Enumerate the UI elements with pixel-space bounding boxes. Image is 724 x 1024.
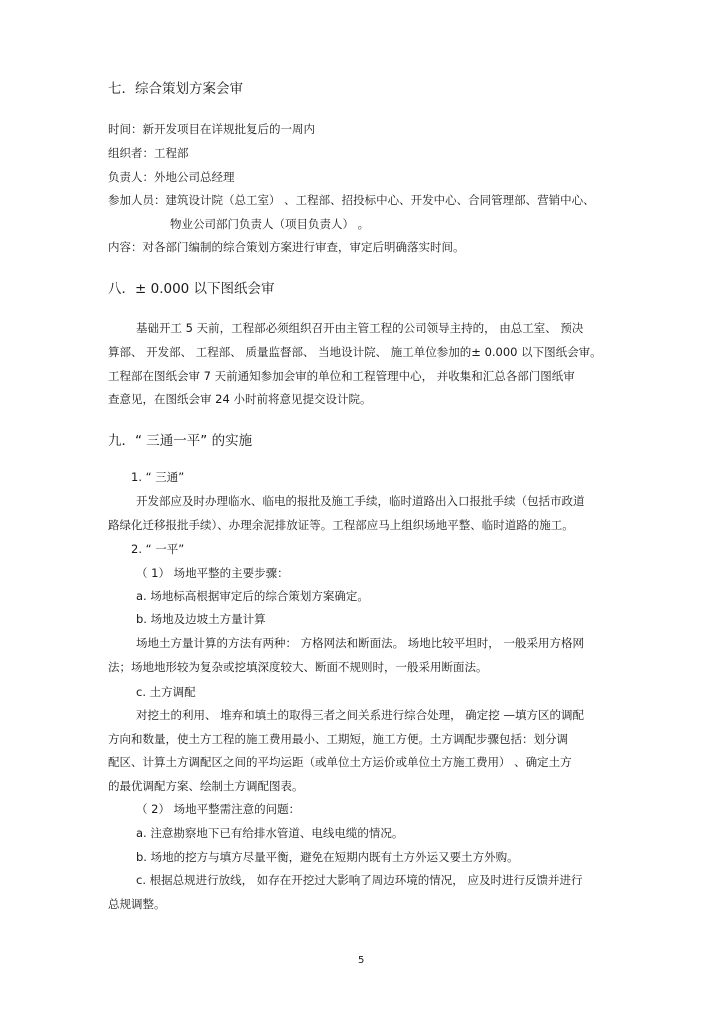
item-2-title: 2. “ 一平” [131,542,185,556]
section-8-para-line-3: 工程部在图纸会审 7 天前通知参加会审的单位和工程管理中心， 并收集和汇总各部门图纸审 [108,369,575,383]
item-1-title: 1. “ 三通” [131,470,185,484]
section-7-time: 时间：新开发项目在详规批复后的一周内 [108,122,315,136]
page-number: 5 [358,955,365,966]
note-c-line-1: c. 根据总规进行放线， 如存在开挖过大影响了周边环境的情况， 应及时进行反馈并进行 [136,873,583,887]
item-1-para-line-2: 路绿化迁移报批手续）、办理余泥排放证等。工程部应马上组织场地平整、临时道路的施工。 [108,518,574,532]
step-c-para-line-4: 的最优调配方案、绘制土方调配图表。 [108,779,304,793]
note-b: b. 场地的挖方与填方尽量平衡，避免在短期内既有土方外运又要土方外购。 [136,850,519,864]
note-a: a. 注意勘察地下已有给排水管道、电线电缆的情况。 [136,826,404,840]
section-9-heading: 九．“ 三通一平” 的实施 [108,433,253,449]
section-7-responsible: 负责人：外地公司总经理 [108,170,235,184]
step-a: a. 场地标高根据审定后的综合策划方案确定。 [136,589,369,603]
item-1-para-line-1: 开发部应及时办理临水、临电的报批及施工手续，临时道路出入口报批手续（包括市政道 [136,494,585,508]
section-7-heading: 七．综合策划方案会审 [108,81,243,97]
step-c-para-line-3: 配区、计算土方调配区之间的平均运距（或单位土方运价或单位土方施工费用） 、确定土方 [108,755,572,769]
section-7-organizer: 组织者：工程部 [108,146,189,160]
section-7-participants-line-2: 物业公司部门负责人（项目负责人） 。 [170,217,370,231]
step-1-title: （ 1） 场地平整的主要步骤： [136,566,289,580]
section-7-content: 内容：对各部门编制的综合策划方案进行审查，审定后明确落实时间。 [108,240,465,254]
note-c-line-2: 总规调整。 [108,897,166,911]
step-c: c. 土方调配 [136,685,196,699]
section-8-para-line-1: 基础开工 5 天前，工程部必须组织召开由主管工程的公司领导主持的， 由总工室、 预决 [136,321,584,335]
section-8-para-line-4: 查意见，在图纸会审 24 小时前将意见提交设计院。 [108,392,372,406]
step-c-para-line-1: 对挖土的利用、 堆弃和填土的取得三者之间关系进行综合处理， 确定挖 —填方区的调配 [136,708,584,722]
section-8-heading: 八．± 0.000 以下图纸会审 [108,281,275,297]
step-c-para-line-2: 方向和数量，使土方工程的施工费用最小、工期短，施工方便。土方调配步骤包括：划分调 [108,732,568,746]
step-b-para-line-2: 法；场地地形较为复杂或挖填深度较大、断面不规则时，一般采用断面法。 [108,660,488,674]
section-7-participants-line-1: 参加人员：建筑设计院（总工室） 、工程部、招投标中心、开发中心、合同管理部、营销中心、 [108,193,595,207]
step-2-title: （ 2） 场地平整需注意的问题： [136,802,301,816]
step-b: b. 场地及边坡土方量计算 [136,612,266,626]
step-b-para-line-1: 场地土方量计算的方法有两种： 方格网法和断面法。 场地比较平坦时， 一般采用方格网 [136,636,584,650]
section-8-para-line-2: 算部、 开发部、 工程部、 质量监督部、 当地设计院、 施工单位参加的± 0.000 以下图纸会审。 [108,345,602,359]
